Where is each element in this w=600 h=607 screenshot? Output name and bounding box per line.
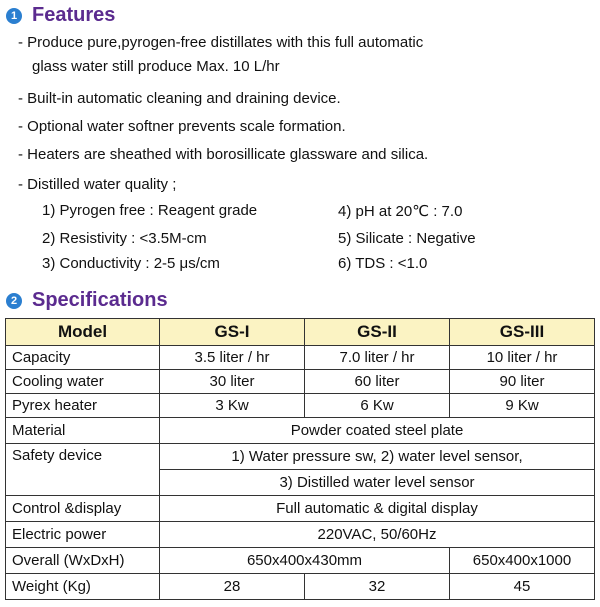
- table-cell: 28: [160, 574, 305, 600]
- table-cell: 9 Kw: [450, 394, 595, 418]
- table-row: [6, 370, 595, 394]
- specifications-title: Specifications: [32, 289, 168, 311]
- table-cell: 32: [305, 574, 450, 600]
- quality-item: 5) Silicate : Negative: [338, 230, 476, 247]
- table-row: [6, 548, 595, 574]
- table-row: [6, 418, 595, 444]
- row-label: Cooling water: [6, 370, 160, 394]
- table-row: [6, 522, 595, 548]
- table-cell: 3) Distilled water level sensor: [160, 470, 595, 496]
- number-two-icon: 2: [6, 293, 22, 309]
- feature-item: - Optional water softner prevents scale formation.: [18, 118, 346, 135]
- quality-item: 2) Resistivity : <3.5M-cm: [42, 230, 207, 247]
- table-cell: 7.0 liter / hr: [305, 346, 450, 370]
- feature-item: - Built-in automatic cleaning and draining device.: [18, 90, 341, 107]
- feature-item: - Distilled water quality ;: [18, 176, 177, 193]
- table-cell: Full automatic & digital display: [160, 496, 595, 522]
- table-cell: 6 Kw: [305, 394, 450, 418]
- table-cell: 90 liter: [450, 370, 595, 394]
- header-gs-i: GS-I: [160, 319, 305, 346]
- row-label: Material: [6, 418, 160, 444]
- table-cell: Powder coated steel plate: [160, 418, 595, 444]
- table-row: [6, 496, 595, 522]
- table-header-row: [6, 319, 595, 346]
- header-gs-iii: GS-III: [450, 319, 595, 346]
- table-cell: 650x400x430mm: [160, 548, 450, 574]
- table-cell: 30 liter: [160, 370, 305, 394]
- features-title: Features: [32, 4, 116, 26]
- table-row: [6, 394, 595, 418]
- table-cell: 3.5 liter / hr: [160, 346, 305, 370]
- feature-item-continuation: glass water still produce Max. 10 L/hr: [32, 58, 280, 75]
- feature-item: - Produce pure,pyrogen-free distillates with this full automatic: [18, 34, 424, 51]
- row-label: Weight (Kg): [6, 574, 160, 600]
- number-one-icon: 1: [6, 8, 22, 24]
- table-cell: 60 liter: [305, 370, 450, 394]
- row-label: Overall (WxDxH): [6, 548, 160, 574]
- table-cell: 1) Water pressure sw, 2) water level sensor,: [160, 444, 595, 470]
- row-label: Capacity: [6, 346, 160, 370]
- table-cell: 10 liter / hr: [450, 346, 595, 370]
- table-row: [6, 444, 595, 470]
- row-label: Electric power: [6, 522, 160, 548]
- specifications-table: [5, 318, 595, 600]
- table-cell: 650x400x1000: [450, 548, 595, 574]
- row-label: Pyrex heater: [6, 394, 160, 418]
- quality-item: 6) TDS : <1.0: [338, 255, 428, 272]
- row-label: Control &display: [6, 496, 160, 522]
- table-cell: 220VAC, 50/60Hz: [160, 522, 595, 548]
- feature-item: - Heaters are sheathed with borosillicate glassware and silica.: [18, 146, 429, 163]
- quality-item: 3) Conductivity : 2-5 μs/cm: [42, 255, 220, 272]
- table-cell: 45: [450, 574, 595, 600]
- specifications-heading: [6, 289, 168, 312]
- table-row: [6, 346, 595, 370]
- header-model: Model: [6, 319, 160, 346]
- row-label: Safety device: [6, 444, 160, 496]
- quality-item: 4) pH at 20℃ : 7.0: [338, 203, 463, 220]
- quality-item: 1) Pyrogen free : Reagent grade: [42, 202, 258, 219]
- header-gs-ii: GS-II: [305, 319, 450, 346]
- table-row: [6, 574, 595, 600]
- features-heading: [6, 4, 115, 27]
- table-cell: 3 Kw: [160, 394, 305, 418]
